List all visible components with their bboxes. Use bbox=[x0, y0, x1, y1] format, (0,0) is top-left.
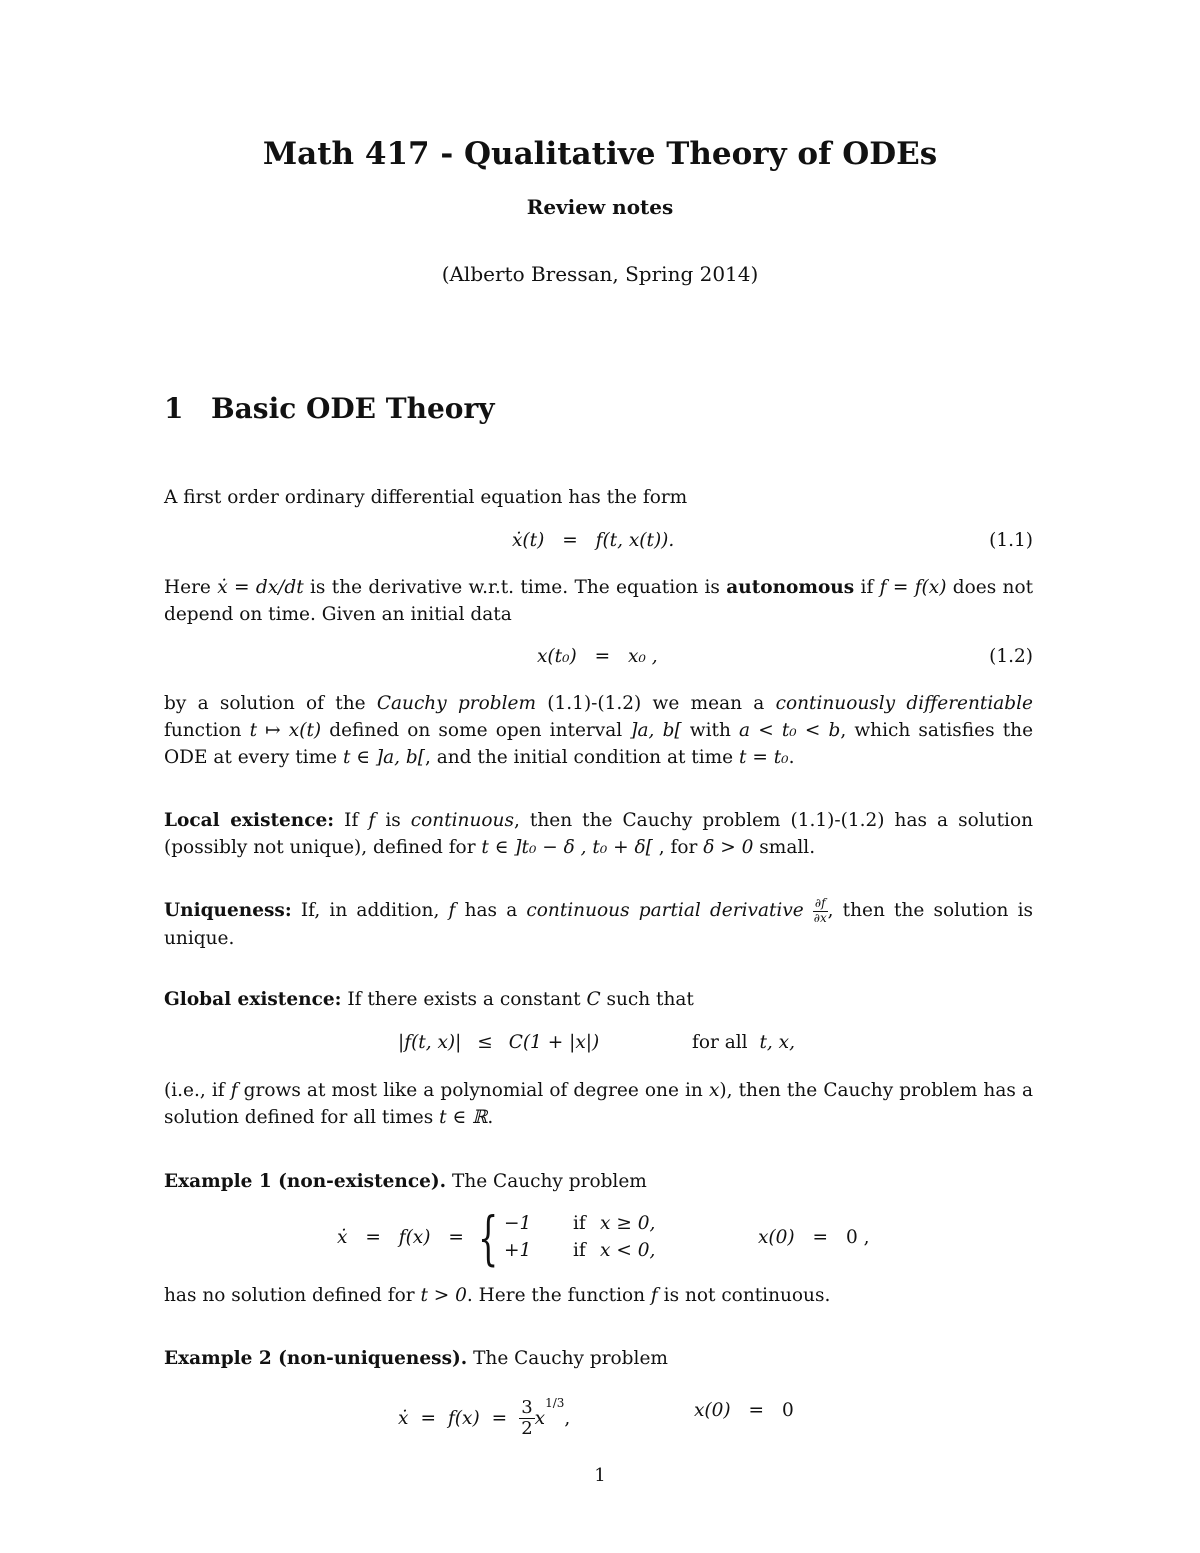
eq1-lhs: ẋ(t) bbox=[512, 530, 545, 551]
example-1-conclusion bbox=[164, 1282, 1033, 1309]
eq5-frac-num: 3 bbox=[521, 1397, 533, 1418]
text-run: , which satisfies the ODE at every time bbox=[164, 720, 1034, 768]
text-run: is not continuous. bbox=[657, 1285, 831, 1306]
text-run: grows at most like a polynomial of degree one in bbox=[237, 1080, 709, 1101]
eq5-fraction bbox=[519, 1398, 534, 1439]
uniqueness-paragraph bbox=[164, 897, 1033, 952]
eq5-fx: f(x) bbox=[447, 1407, 480, 1429]
math-f: f bbox=[448, 900, 456, 921]
text-run: Here bbox=[164, 577, 218, 598]
eq5-rel2: = bbox=[491, 1407, 508, 1429]
case-1-if: if bbox=[573, 1213, 586, 1234]
example-2-heading bbox=[164, 1345, 1033, 1372]
text-run: , then the solution is unique. bbox=[164, 900, 1033, 949]
eq2-number: (1.2) bbox=[989, 646, 1033, 667]
eq3-cond-vars: t, x, bbox=[759, 1032, 795, 1053]
eq4-rel2: = bbox=[448, 1227, 464, 1248]
text-run: (1.1)-(1.2) we mean a bbox=[536, 693, 776, 714]
eq4-fx: f(x) bbox=[398, 1227, 431, 1248]
eq3-rhs: C(1 + |x|) bbox=[508, 1032, 600, 1053]
text-run: is the derivative w.r.t. time. The equation is bbox=[303, 577, 727, 598]
eq5-tail: , bbox=[564, 1407, 571, 1429]
math-t-in-interval: t ∈ ]a, b[ bbox=[342, 747, 425, 768]
term-continuous-partial-derivative: continuous partial derivative bbox=[526, 900, 804, 921]
math-t-equals-t0: t = t₀ bbox=[739, 747, 789, 768]
growth-bound-equation bbox=[398, 1032, 599, 1053]
math-C: C bbox=[586, 989, 601, 1010]
math-inequality: a < t₀ < b bbox=[739, 720, 841, 741]
eq4-lhs: ẋ bbox=[337, 1227, 348, 1248]
section-number: 1 bbox=[164, 392, 184, 425]
eq2-rhs: x₀ , bbox=[628, 646, 658, 667]
frac-numerator: ∂f bbox=[814, 896, 826, 911]
term-cauchy-problem: Cauchy problem bbox=[376, 693, 537, 714]
text-run: , and the initial condition at time bbox=[424, 747, 740, 768]
eq3-rel: ≤ bbox=[477, 1032, 493, 1053]
eq3-lhs: |f(t, x)| bbox=[398, 1032, 462, 1053]
section-heading bbox=[164, 392, 494, 425]
math-interval: ]a, b[ bbox=[630, 720, 682, 741]
eq1-number: (1.1) bbox=[989, 530, 1033, 551]
eq5-init-val: 0 bbox=[781, 1400, 794, 1421]
equation-1-1 bbox=[512, 530, 674, 551]
paper-subtitle: Review notes bbox=[526, 195, 674, 219]
page-number: 1 bbox=[594, 1465, 606, 1486]
example-1-label: Example 1 (non-existence). bbox=[164, 1171, 447, 1192]
text-run: . bbox=[487, 1107, 494, 1128]
text-run: has no solution defined for bbox=[164, 1285, 421, 1306]
text-run: If there exists a constant bbox=[341, 989, 587, 1010]
eq5-frac-den: 2 bbox=[521, 1417, 533, 1439]
solution-paragraph bbox=[164, 690, 1033, 771]
example-1-initial bbox=[758, 1227, 869, 1248]
text-run: if bbox=[854, 577, 880, 598]
eq5-exponent: 1/3 bbox=[545, 1396, 565, 1410]
text-run: . Here the function bbox=[466, 1285, 651, 1306]
text-run: small. bbox=[753, 837, 816, 858]
growth-bound-condition bbox=[692, 1032, 795, 1053]
math-f: f = f(x) bbox=[879, 577, 947, 598]
text-run: function bbox=[164, 720, 250, 741]
paper-title: Math 417 - Qualitative Theory of ODEs bbox=[262, 136, 938, 172]
text-run: is bbox=[375, 810, 411, 831]
math-f: f bbox=[650, 1285, 658, 1306]
global-existence-label: Global existence: bbox=[164, 989, 342, 1010]
eq5-rel1: = bbox=[420, 1407, 436, 1429]
math-x: x bbox=[708, 1080, 720, 1101]
case-2-value: +1 bbox=[504, 1240, 532, 1261]
eq5-lhs: ẋ bbox=[398, 1407, 409, 1429]
text-run: (i.e., if bbox=[164, 1080, 231, 1101]
example-2-initial bbox=[694, 1400, 794, 1421]
term-autonomous: autonomous bbox=[726, 577, 855, 598]
text-run: , then the Cauchy problem (1.1)-(1.2) has a solution (possibly not unique), defined for bbox=[164, 810, 1034, 858]
text-run: with bbox=[681, 720, 740, 741]
local-existence-label: Local existence: bbox=[164, 810, 335, 831]
global-existence-followup bbox=[164, 1077, 1033, 1131]
text-run: If bbox=[334, 810, 369, 831]
text-run: ), then the Cauchy problem has a solution defined for all times bbox=[164, 1080, 1034, 1128]
math-map: t ↦ x(t) bbox=[249, 720, 322, 741]
math-f: f bbox=[368, 810, 376, 831]
eq4-rel1: = bbox=[365, 1227, 381, 1248]
text-run: If, in addition, bbox=[291, 900, 449, 921]
case-2-condition: x < 0, bbox=[600, 1240, 656, 1261]
text-run: The Cauchy problem bbox=[467, 1348, 668, 1369]
section-title: Basic ODE Theory bbox=[211, 392, 495, 425]
math-time-range: t ∈ ]t₀ − δ , t₀ + δ[ bbox=[481, 837, 653, 858]
text-run: such that bbox=[600, 989, 694, 1010]
case-1-condition: x ≥ 0, bbox=[600, 1213, 656, 1234]
text-run: does not depend on time. Given an initial data bbox=[164, 577, 1034, 625]
eq4-rel3: = bbox=[812, 1227, 829, 1248]
paper-author: (Alberto Bressan, Spring 2014) bbox=[441, 262, 759, 286]
text-run: has a bbox=[455, 900, 527, 921]
eq1-rel: = bbox=[562, 530, 578, 551]
eq1-rhs: f(t, x(t)). bbox=[595, 530, 675, 551]
term-continuously-differentiable: continuously differentiable bbox=[775, 693, 1034, 714]
text-run: by a solution of the bbox=[164, 693, 377, 714]
text-run: , for bbox=[652, 837, 704, 858]
text-run: The Cauchy problem bbox=[446, 1171, 647, 1192]
intro-paragraph: A first order ordinary differential equation has the form bbox=[164, 487, 688, 508]
global-existence-paragraph bbox=[164, 986, 1033, 1013]
eq5-base: x bbox=[534, 1407, 546, 1429]
case-1-value: −1 bbox=[504, 1213, 532, 1234]
example-1-heading bbox=[164, 1168, 1033, 1195]
case-2-if: if bbox=[573, 1240, 586, 1261]
example-2-label: Example 2 (non-uniqueness). bbox=[164, 1348, 468, 1369]
math-t-in-R: t ∈ ℝ bbox=[439, 1107, 488, 1128]
math-f: f bbox=[230, 1080, 238, 1101]
equation-1-2 bbox=[537, 646, 658, 667]
eq4-init: x(0) bbox=[758, 1227, 795, 1248]
text-run: . bbox=[788, 747, 795, 768]
local-existence-paragraph bbox=[164, 807, 1033, 861]
eq4-init-val: 0 , bbox=[845, 1227, 870, 1248]
math-delta: δ > 0 bbox=[703, 837, 754, 858]
term-continuous: continuous bbox=[410, 810, 514, 831]
text-run: defined on some open interval bbox=[321, 720, 631, 741]
eq3-cond-text: for all bbox=[692, 1032, 748, 1053]
eq5-init: x(0) bbox=[694, 1400, 731, 1421]
uniqueness-label: Uniqueness: bbox=[164, 900, 292, 921]
partial-derivative-fraction bbox=[813, 897, 828, 924]
here-paragraph bbox=[164, 574, 1033, 628]
eq5-rel3: = bbox=[748, 1400, 765, 1421]
eq2-lhs: x(t₀) bbox=[537, 646, 577, 667]
left-brace: { bbox=[478, 1204, 499, 1272]
eq2-rel: = bbox=[594, 646, 611, 667]
frac-denominator: ∂x bbox=[813, 910, 827, 925]
example-1-lhs bbox=[337, 1227, 476, 1248]
math-t-positive: t > 0 bbox=[420, 1285, 467, 1306]
math-xdot: ẋ = dx/dt bbox=[217, 577, 304, 598]
example-2-equation bbox=[398, 1398, 570, 1439]
